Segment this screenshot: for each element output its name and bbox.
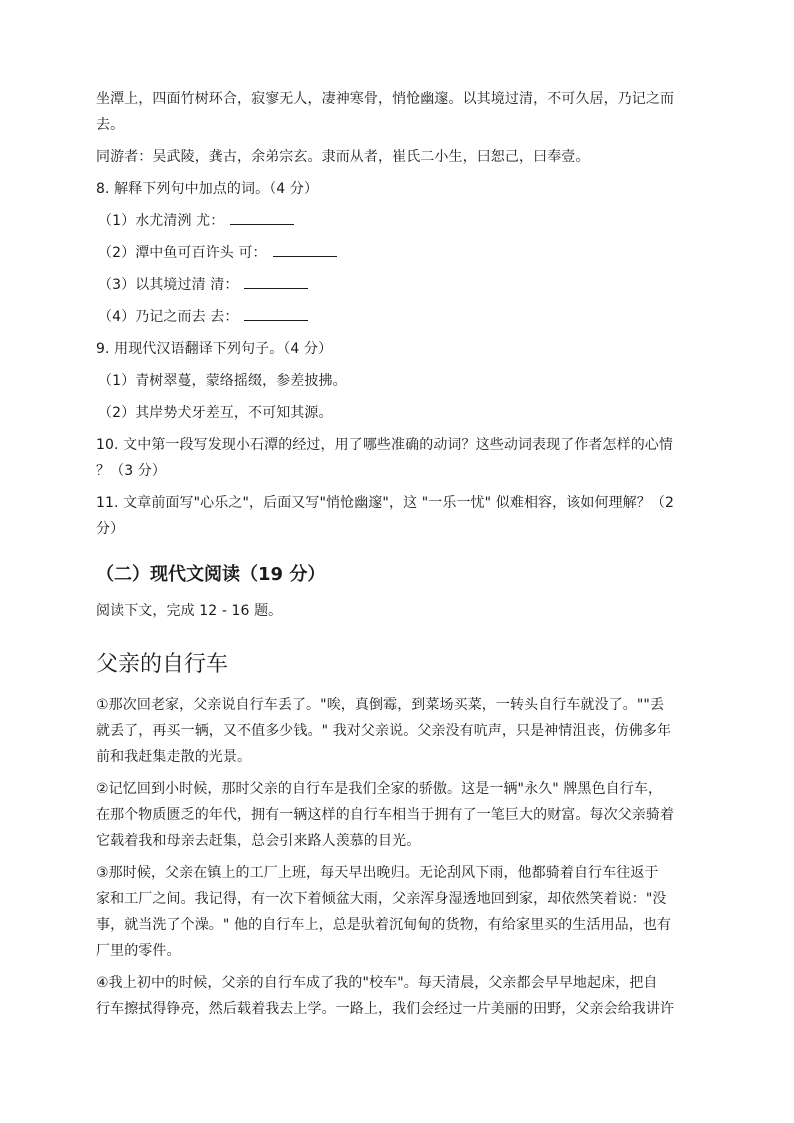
question-8-item-3: （3）以其境过清 清： xyxy=(96,272,700,298)
question-11-line-1: 11. 文章前面写"心乐之"，后面又写"悄怆幽邃"，这 "一乐一忧" 似难相容，该如何理解？（2 xyxy=(96,495,674,511)
companions-paragraph: 同游者：吴武陵，龚古，余弟宗玄。隶而从者，崔氏二小生，曰恕己，曰奉壹。 xyxy=(96,149,590,165)
text-line: ④我上初中的时候，父亲的自行车成了我的"校车"。每天清晨，父亲都会早早地起床，把自 xyxy=(96,975,658,991)
question-11-line-2: 分） xyxy=(96,521,125,537)
question-9-item-1: （1）青树翠蔓，蒙络摇缀，参差披拂。 xyxy=(98,373,347,389)
article-paragraph-3 xyxy=(96,860,700,964)
answer-blank[interactable] xyxy=(244,274,308,289)
text-line: ①那次回老家，父亲说自行车丢了。"唉，真倒霉，到菜场买菜，一转头自行车就没了。""丢 xyxy=(96,697,665,713)
text-line: 厂里的零件。 xyxy=(96,943,181,959)
article-title: 父亲的自行车 xyxy=(96,652,229,677)
question-8-stem: 8. 解释下列句中加点的词。（4 分） xyxy=(96,181,319,197)
answer-blank[interactable] xyxy=(273,242,337,257)
text-line: 前和我赶集走散的光景。 xyxy=(96,749,252,765)
text-line: 去。 xyxy=(96,117,125,133)
text-line: 在那个物质匮乏的年代，拥有一辆这样的自行车相当于拥有了一笔巨大的财富。每次父亲骑着 xyxy=(96,807,675,823)
question-9-stem: 9. 用现代汉语翻译下列句子。（4 分） xyxy=(96,341,333,357)
text-line: 它载着我和母亲去赶集，总会引来路人羡慕的目光。 xyxy=(96,833,421,849)
question-9-item-2: （2）其岸势犬牙差互，不可知其源。 xyxy=(98,405,333,421)
text-line: 就丢了，再买一辆，又不值多少钱。" 我对父亲说。父亲没有吭声，只是神情沮丧，仿佛多年 xyxy=(96,723,672,739)
section-heading: （二）现代文阅读（19 分） xyxy=(96,564,326,585)
text-line: 家和工厂之间。我记得，有一次下着倾盆大雨，父亲浑身湿透地回到家，却依然笑着说："没 xyxy=(96,891,667,907)
text-line: 行车擦拭得铮亮，然后载着我去上学。一路上，我们会经过一片美丽的田野，父亲会给我讲许 xyxy=(96,1001,675,1017)
answer-blank[interactable] xyxy=(244,306,308,321)
question-8-item-4: （4）乃记之而去 去： xyxy=(96,304,700,330)
page-content xyxy=(96,86,700,1022)
text-line: ②记忆回到小时候，那时父亲的自行车是我们全家的骄傲。这是一辆"永久" 牌黑色自行车， xyxy=(96,781,663,797)
question-10-line-2: ？（3 分） xyxy=(96,463,166,479)
question-10-line-1: 10. 文中第一段写发现小石潭的经过，用了哪些准确的动词？这些动词表现了作者怎样的心情 xyxy=(96,437,674,453)
article-paragraph-1 xyxy=(96,692,700,770)
answer-blank[interactable] xyxy=(230,210,294,225)
section-instruction: 阅读下文，完成 12 - 16 题。 xyxy=(96,603,283,619)
text-line: 事，就当洗了个澡。" 他的自行车上，总是驮着沉甸甸的货物，有给家里买的生活用品，也有 xyxy=(96,917,672,933)
article-paragraph-2 xyxy=(96,776,700,854)
text-line: ③那时候，父亲在镇上的工厂上班，每天早出晚归。无论刮风下雨，他都骑着自行车往返于 xyxy=(96,865,659,881)
question-8-item-2: （2）潭中鱼可百许头 可： xyxy=(96,240,700,266)
text-line: 坐潭上，四面竹树环合，寂寥无人，凄神寒骨，悄怆幽邃。以其境过清，不可久居，乃记之而 xyxy=(96,91,675,107)
article-paragraph-4 xyxy=(96,970,700,1022)
question-8-item-1: （1）水尤清洌 尤： xyxy=(96,208,700,234)
